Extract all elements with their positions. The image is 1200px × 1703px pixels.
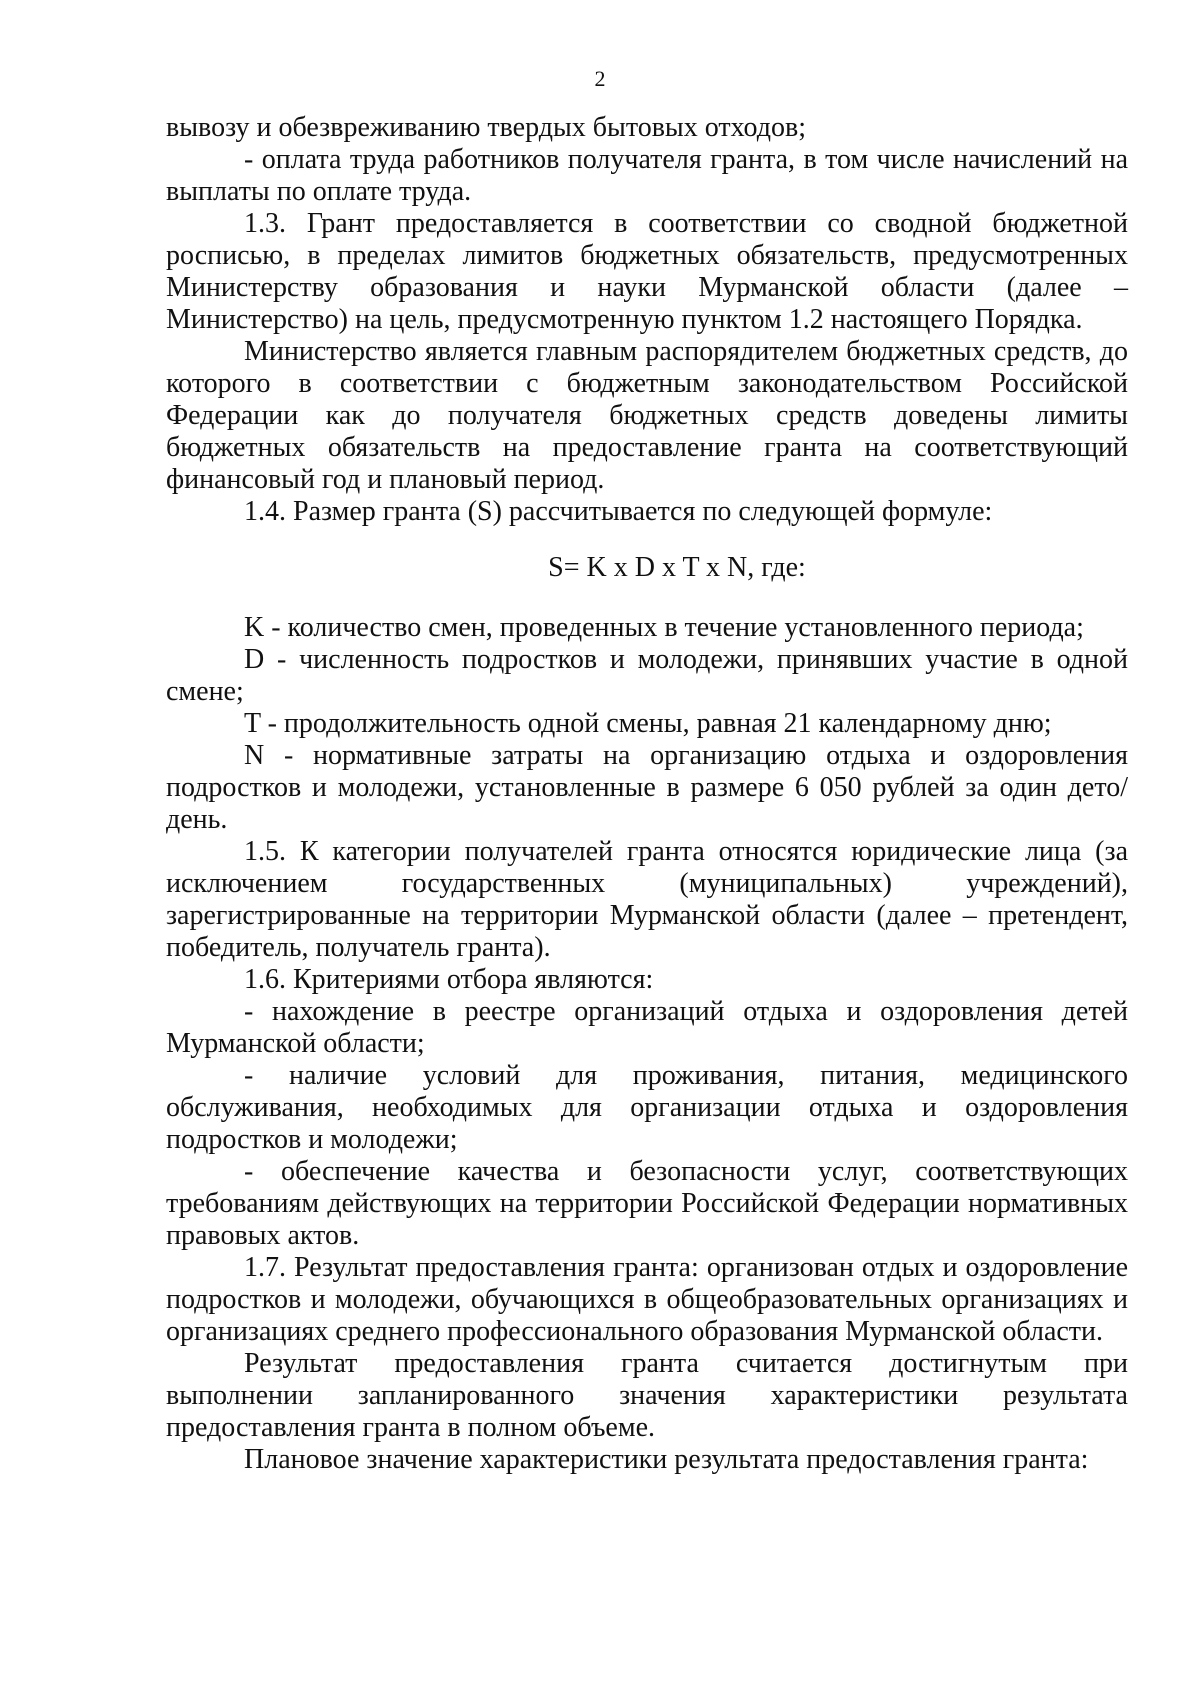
clause-1-6: 1.6. Критериями отбора являются: [244, 964, 654, 995]
paragraph-waste-removal-continuation: вывозу и обезвреживанию твердых бытовых отходов; [166, 112, 806, 143]
criterion-conditions: - наличие условий для проживания, питания, медицинского обслуживания, необходимых для организации отдыха и оздоровления подростков и молодежи; [166, 1060, 1128, 1155]
grant-formula: S= K x D x T x N, где: [548, 552, 806, 583]
formula-term-k: K - количество смен, проведенных в течение установленного периода; [244, 612, 1084, 643]
list-item-labor-payment: - оплата труда работников получателя гранта, в том числе начислений на выплаты по оплате труда. [166, 144, 1128, 207]
clause-1-7: 1.7. Результат предоставления гранта: организован отдых и оздоровление подростков и молодежи, обучающихся в общеобразовательных организациях и организациях среднего профессионального образования Мурманской области. [166, 1252, 1128, 1347]
paragraph-planned-value: Плановое значение характеристики результата предоставления гранта: [244, 1444, 1089, 1475]
clause-1-5: 1.5. К категории получателей гранта относятся юридические лица (за исключением государственных (муниципальных) учреждений), зарегистрированные на территории Мурманской области (далее – претендент, победитель, получатель гранта). [166, 836, 1128, 963]
paragraph-result-achieved: Результат предоставления гранта считается достигнутым при выполнении запланированного значения характеристики результата предоставления гранта в полном объеме. [166, 1348, 1128, 1443]
formula-term-n: N - нормативные затраты на организацию отдыха и оздоровления подростков и молодежи, установленные в размере 6 050 рублей за один дето/день. [166, 740, 1128, 835]
clause-1-4: 1.4. Размер гранта (S) рассчитывается по следующей формуле: [244, 496, 993, 527]
paragraph-ministry-role: Министерство является главным распорядителем бюджетных средств, до которого в соответствии с бюджетным законодательством Российской Федерации как до получателя бюджетных средств доведены лимиты бюджетных обязательств на предоставление гранта на соответствующий финансовый год и плановый период. [166, 336, 1128, 495]
criterion-registry: - нахождение в реестре организаций отдыха и оздоровления детей Мурманской области; [166, 996, 1128, 1059]
formula-term-t: T - продолжительность одной смены, равная 21 календарному дню; [244, 708, 1052, 739]
page-number: 2 [594, 66, 606, 91]
document-body [166, 112, 1128, 1476]
criterion-quality-safety: - обеспечение качества и безопасности услуг, соответствующих требованиям действующих на территории Российской Федерации нормативных правовых актов. [166, 1156, 1128, 1251]
formula-term-d: D - численность подростков и молодежи, принявших участие в одной смене; [166, 644, 1128, 707]
clause-1-3: 1.3. Грант предоставляется в соответствии со сводной бюджетной росписью, в пределах лимитов бюджетных обязательств, предусмотренных Министерству образования и науки Мурманской области (далее – Министерство) на цель, предусмотренную пунктом 1.2 настоящего Порядка. [166, 208, 1128, 335]
